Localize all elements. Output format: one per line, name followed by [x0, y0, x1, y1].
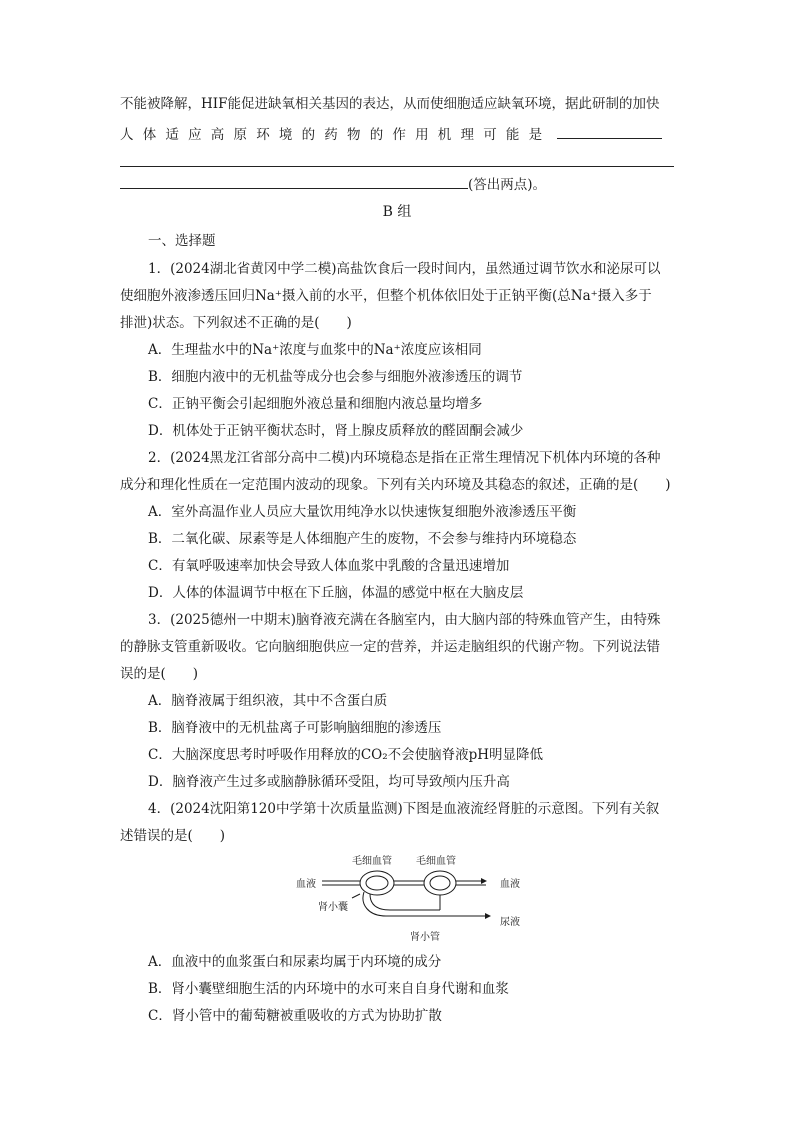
q3-stem-line-3: 误的是( ): [120, 666, 199, 682]
label-blood-out: 血液: [500, 879, 520, 890]
q3-stem-line-1: 3．(2025德州一中期末)脑脊液充满在各脑室内，由大脑内部的特殊血管产生，由特殊: [148, 612, 661, 628]
answer-blank-1[interactable]: [557, 124, 662, 139]
q3-option-d: D．脑脊液产生过多或脑静脉循环受阻，均可导致颅内压升高: [148, 774, 510, 790]
answer-blank-3[interactable]: [120, 174, 468, 189]
q4-option-b: B．肾小囊壁细胞生活的内环境中的水可来自自身代谢和血浆: [148, 981, 509, 997]
label-tubule: 肾小管: [410, 932, 440, 943]
glomerulus-capillary: [360, 871, 394, 895]
q3-option-a: A．脑脊液属于组织液，其中不含蛋白质: [148, 693, 388, 709]
q1-option-b: B．细胞内液中的无机盐等成分也会参与细胞外液渗透压的调节: [148, 369, 523, 385]
part-title: 一、选择题: [148, 233, 216, 249]
kidney-blood-flow-diagram: [290, 848, 540, 944]
intro-line-1: 不能被降解，HIF能促进缺氧相关基因的表达，从而使细胞适应缺氧环境，据此研制的加快: [120, 96, 660, 112]
q1-stem-line-1: 1．(2024湖北省黄冈中学二模)高盐饮食后一段时间内，虽然通过调节饮水和泌尿可以: [148, 261, 661, 277]
q4-option-a: A．血液中的血浆蛋白和尿素均属于内环境的成分: [148, 954, 442, 970]
blood-vessel-lines: [322, 881, 486, 885]
q3-option-b: B．脑脊液中的无机盐离子可影响脑细胞的渗透压: [148, 720, 442, 736]
intro-line-2-text: 人体适应高原环境的药物的作用机理可能是: [120, 127, 552, 143]
q1-option-a: A．生理盐水中的Na⁺浓度与血浆中的Na⁺浓度应该相同: [148, 342, 482, 358]
renal-tubule: [352, 892, 490, 916]
q4-stem-line-1: 4．(2024沈阳第120中学第十次质量监测)下图是血液流经肾脏的示意图。下列有关叙: [148, 801, 660, 817]
q1-stem-line-2: 使细胞外液渗透压回归Na⁺摄入前的水平，但整个机体依旧处于正钠平衡(总Na⁺摄入多于: [120, 288, 652, 304]
q2-option-b: B．二氧化碳、尿素等是人体细胞产生的废物，不会参与维持内环境稳态: [148, 531, 577, 547]
label-capillary-1: 毛细血管: [352, 856, 392, 867]
peritubular-capillary: [424, 871, 456, 895]
intro-line-3: [120, 174, 674, 195]
q2-stem-line-2: 成分和理化性质在一定范围内波动的现象。下列有关内环境及其稳态的叙述，正确的是( ): [120, 477, 671, 493]
q1-stem-line-3: 排泄)状态。下列叙述不正确的是( ): [120, 315, 352, 331]
q3-stem-line-2: 的静脉支管重新吸收。它向脑细胞供应一定的营养，并运走脑组织的代谢产物。下列说法错: [120, 639, 660, 655]
q2-option-c: C．有氧呼吸速率加快会导致人体血浆中乳酸的含量迅速增加: [148, 558, 510, 574]
group-title: B 组: [382, 204, 412, 220]
q2-option-a: A．室外高温作业人员应大量饮用纯净水以快速恢复细胞外液渗透压平衡: [148, 504, 577, 520]
q4-stem-line-2: 述错误的是( ): [120, 828, 226, 844]
intro-line-3-suffix: (答出两点)。: [468, 177, 547, 193]
label-capillary-2: 毛细血管: [416, 856, 456, 867]
q4-option-c: C．肾小管中的葡萄糖被重吸收的方式为协助扩散: [148, 1008, 442, 1024]
label-blood-in: 血液: [296, 879, 316, 890]
label-capsule: 肾小囊: [318, 902, 348, 913]
label-urine: 尿液: [500, 917, 520, 928]
intro-line-2: [120, 124, 674, 145]
answer-line-2[interactable]: [120, 166, 674, 167]
q1-option-c: C．正钠平衡会引起细胞外液总量和细胞内液总量均增多: [148, 396, 483, 412]
q3-option-c: C．大脑深度思考时呼吸作用释放的CO₂不会使脑脊液pH明显降低: [148, 747, 544, 763]
q1-option-d: D．机体处于正钠平衡状态时，肾上腺皮质释放的醛固酮会减少: [148, 423, 524, 439]
q2-stem-line-1: 2．(2024黑龙江省部分高中二模)内环境稳态是指在正常生理情况下机体内环境的各种: [148, 450, 661, 466]
q2-option-d: D．人体的体温调节中枢在下丘脑，体温的感觉中枢在大脑皮层: [148, 585, 524, 601]
